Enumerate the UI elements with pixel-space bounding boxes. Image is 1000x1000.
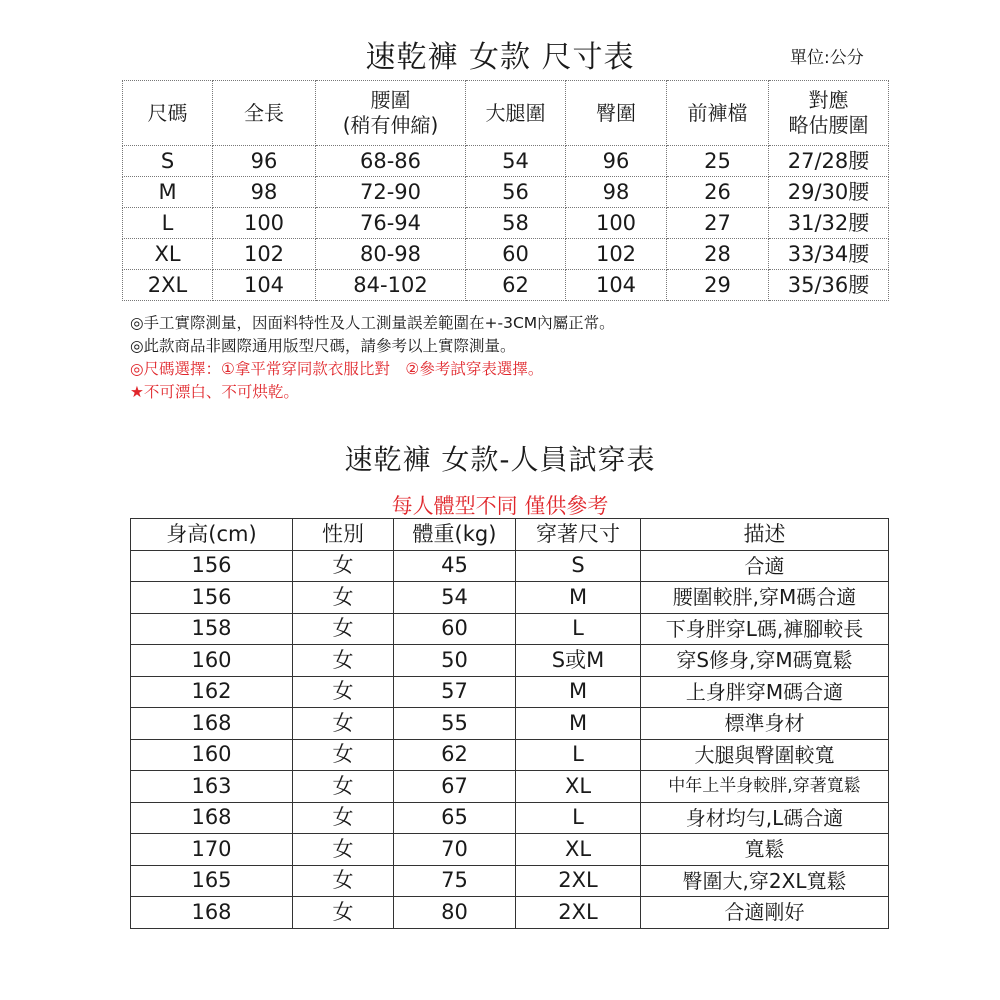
cell-weight: 62 [394,739,516,771]
cell-gender: 女 [293,802,394,834]
cell-description: 合適剛好 [641,897,889,929]
header-gender: 性別 [293,519,394,551]
note-size-selection: ◎尺碼選擇：①拿平常穿同款衣服比對 ②參考試穿表選擇。 [130,360,544,378]
header-text: 全長 [244,100,284,125]
cell-hip: 100 [566,208,667,239]
cell-worn-size: M [516,582,641,614]
cell-gender: 女 [293,865,394,897]
size-chart-table [122,80,889,301]
cell-weight: 50 [394,645,516,677]
table-row [123,239,889,270]
table-row [131,708,889,740]
cell-description: 下身胖穿L碼,褲腳較長 [641,613,889,645]
cell-description: 臀圍大,穿2XL寬鬆 [641,865,889,897]
header-height: 身高(cm) [131,519,293,551]
size-chart-title: 速乾褲 女款 尺寸表 [365,40,635,75]
header-text: 對應 [808,88,849,112]
header-text: 前褲檔 [687,100,748,125]
cell-description: 上身胖穿M碼合適 [641,676,889,708]
table-row [131,550,889,582]
cell-size: M [123,177,213,208]
cell-worn-size: M [516,708,641,740]
cell-hip: 104 [566,270,667,301]
cell-weight: 75 [394,865,516,897]
cell-gender: 女 [293,771,394,803]
table-row [131,582,889,614]
cell-weight: 57 [394,676,516,708]
header-thigh [466,81,566,146]
cell-thigh: 60 [466,239,566,270]
header-est-waist [769,81,889,146]
header-hip [566,81,667,146]
cell-gender: 女 [293,645,394,677]
cell-thigh: 62 [466,270,566,301]
cell-gender: 女 [293,708,394,740]
cell-height: 170 [131,834,293,866]
cell-size: 2XL [123,270,213,301]
cell-size: XL [123,239,213,270]
cell-worn-size: S或M [516,645,641,677]
tryon-chart-table [130,518,889,929]
cell-height: 168 [131,802,293,834]
cell-height: 156 [131,582,293,614]
cell-weight: 45 [394,550,516,582]
cell-worn-size: S [516,550,641,582]
cell-weight: 55 [394,708,516,740]
cell-thigh: 54 [466,146,566,177]
cell-gender: 女 [293,676,394,708]
tryon-chart-title: 速乾褲 女款-人員試穿表 [344,443,656,476]
cell-description: 中年上半身較胖,穿著寬鬆 [641,771,889,803]
cell-height: 163 [131,771,293,803]
cell-gender: 女 [293,897,394,929]
header-waist [316,81,466,146]
cell-est-waist: 27/28腰 [769,146,889,177]
table-row [131,645,889,677]
cell-length: 98 [213,177,316,208]
note-non-international-size: ◎此款商品非國際通用版型尺碼，請參考以上實際測量。 [130,337,516,355]
cell-front-rise: 26 [667,177,769,208]
table-row [131,802,889,834]
cell-description: 身材均勻,L碼合適 [641,802,889,834]
header-size [123,81,213,146]
cell-gender: 女 [293,550,394,582]
cell-waist: 80-98 [316,239,466,270]
cell-thigh: 56 [466,177,566,208]
cell-waist: 68-86 [316,146,466,177]
cell-description: 合適 [641,550,889,582]
cell-hip: 96 [566,146,667,177]
cell-length: 102 [213,239,316,270]
cell-length: 100 [213,208,316,239]
cell-weight: 67 [394,771,516,803]
header-text: 大腿圍 [485,100,546,125]
header-text: 尺碼 [147,100,188,125]
cell-height: 162 [131,676,293,708]
cell-weight: 70 [394,834,516,866]
cell-front-rise: 29 [667,270,769,301]
cell-worn-size: 2XL [516,897,641,929]
cell-front-rise: 28 [667,239,769,270]
cell-front-rise: 25 [667,146,769,177]
cell-est-waist: 31/32腰 [769,208,889,239]
table-row [131,676,889,708]
header-subtext: (稍有伸縮) [342,113,439,137]
table-row [131,897,889,929]
cell-thigh: 58 [466,208,566,239]
cell-description: 標準身材 [641,708,889,740]
cell-size: S [123,146,213,177]
cell-hip: 102 [566,239,667,270]
note-measurement-tolerance: ◎手工實際測量，因面料特性及人工測量誤差範圍在+-3CM內屬正常。 [130,314,615,332]
cell-worn-size: XL [516,771,641,803]
size-chart-header-row [123,81,889,146]
cell-length: 104 [213,270,316,301]
cell-worn-size: L [516,802,641,834]
cell-description: 腰圍較胖,穿M碼合適 [641,582,889,614]
cell-weight: 80 [394,897,516,929]
cell-weight: 65 [394,802,516,834]
cell-worn-size: XL [516,834,641,866]
cell-gender: 女 [293,613,394,645]
cell-front-rise: 27 [667,208,769,239]
measurement-notes [130,312,615,404]
cell-height: 168 [131,708,293,740]
header-subtext: 略估腰圍 [788,113,869,137]
cell-gender: 女 [293,739,394,771]
cell-worn-size: 2XL [516,865,641,897]
header-weight: 體重(kg) [394,519,516,551]
cell-est-waist: 35/36腰 [769,270,889,301]
cell-gender: 女 [293,834,394,866]
cell-height: 160 [131,739,293,771]
cell-height: 160 [131,645,293,677]
table-row [131,865,889,897]
tryon-header-row [131,519,889,551]
tryon-chart-subtitle: 每人體型不同 僅供參考 [391,494,609,518]
table-row [123,177,889,208]
table-row [123,208,889,239]
table-row [123,146,889,177]
header-worn-size: 穿著尺寸 [516,519,641,551]
cell-height: 158 [131,613,293,645]
cell-waist: 84-102 [316,270,466,301]
cell-size: L [123,208,213,239]
cell-weight: 54 [394,582,516,614]
header-text: 臀圍 [596,100,636,125]
cell-length: 96 [213,146,316,177]
cell-description: 寬鬆 [641,834,889,866]
table-row [131,771,889,803]
cell-waist: 72-90 [316,177,466,208]
cell-worn-size: L [516,613,641,645]
cell-height: 168 [131,897,293,929]
cell-est-waist: 33/34腰 [769,239,889,270]
cell-worn-size: M [516,676,641,708]
cell-est-waist: 29/30腰 [769,177,889,208]
unit-label: 單位:公分 [790,48,864,68]
cell-description: 大腿與臀圍較寬 [641,739,889,771]
header-description: 描述 [641,519,889,551]
table-row [131,613,889,645]
table-row [131,834,889,866]
header-front-rise [667,81,769,146]
cell-height: 156 [131,550,293,582]
cell-gender: 女 [293,582,394,614]
header-text: 腰圍 [370,88,411,112]
cell-height: 165 [131,865,293,897]
table-row [131,739,889,771]
header-length [213,81,316,146]
cell-waist: 76-94 [316,208,466,239]
cell-weight: 60 [394,613,516,645]
cell-worn-size: L [516,739,641,771]
note-care-instructions: ★不可漂白、不可烘乾。 [130,383,299,401]
cell-hip: 98 [566,177,667,208]
table-row [123,270,889,301]
cell-description: 穿S修身,穿M碼寬鬆 [641,645,889,677]
